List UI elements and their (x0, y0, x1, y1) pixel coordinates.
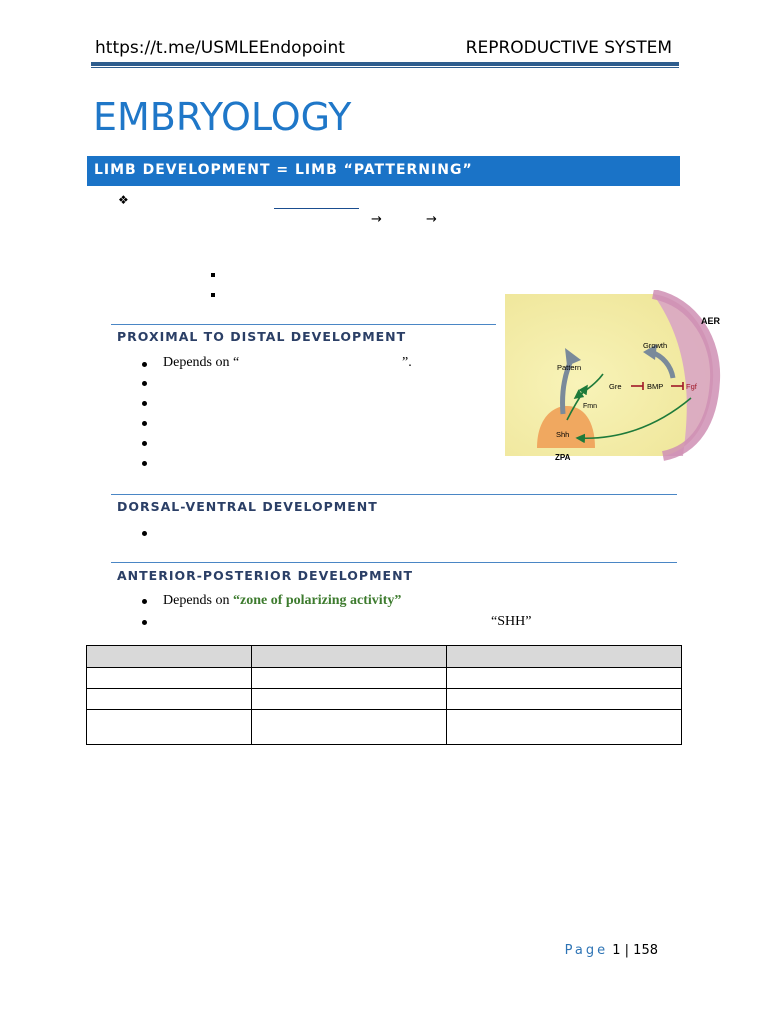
header-rule-thin (91, 67, 679, 68)
section-rule (111, 562, 677, 563)
zpa-label: ZPA (555, 453, 571, 462)
square-bullet-icon (211, 293, 215, 297)
table-header-row (87, 646, 682, 668)
depends-on-prefix: Depends on “ (163, 355, 240, 370)
right-arrow-icon: → (371, 212, 382, 227)
bullet-dot-icon (142, 599, 147, 604)
page-word: Page (564, 943, 609, 958)
table-cell (87, 689, 252, 710)
underline-blank (274, 208, 359, 209)
ap-depends-line (163, 593, 401, 609)
pattern-label: Pattern (557, 363, 582, 372)
table-header-cell (447, 646, 682, 668)
bullet-dot-icon (142, 362, 147, 367)
bullet-dot-icon (142, 531, 147, 536)
section-heading-proximal-distal: PROXIMAL TO DISTAL DEVELOPMENT (117, 329, 407, 344)
table-cell (447, 710, 682, 745)
aer-label: AER (701, 316, 721, 326)
bullet-dot-icon (142, 441, 147, 446)
bullet-dot-icon (142, 421, 147, 426)
table-cell (447, 689, 682, 710)
growth-label: Growth (643, 341, 668, 350)
page-separator: | (624, 943, 630, 958)
bmp-label: BMP (647, 382, 664, 391)
table-header-cell (251, 646, 447, 668)
bullet-dot-icon (142, 461, 147, 466)
table-cell (87, 668, 252, 689)
depends-on-suffix: ”. (402, 355, 412, 370)
zpa-highlight: “zone of polarizing activity” (233, 593, 402, 608)
section-banner-text: LIMB DEVELOPMENT = LIMB “PATTERNING” (94, 162, 473, 178)
table-cell (87, 710, 252, 745)
section-heading-anterior-posterior: ANTERIOR-POSTERIOR DEVELOPMENT (117, 568, 414, 583)
square-bullet-icon (211, 273, 215, 277)
header-rule-thick (91, 62, 679, 66)
table-row (87, 710, 682, 745)
header-section-title: REPRODUCTIVE SYSTEM (465, 38, 672, 58)
total-pages: 158 (633, 943, 658, 958)
ap-depends-prefix: Depends on (163, 593, 233, 608)
right-arrow-icon: → (426, 212, 437, 227)
table-row (87, 668, 682, 689)
fmn-label: Fmn (583, 403, 597, 410)
bullet-dot-icon (142, 381, 147, 386)
page-title: EMBRYOLOGY (93, 95, 352, 139)
shh-text: “SHH” (491, 614, 532, 629)
page-footer (565, 943, 658, 958)
section-rule (111, 324, 496, 325)
summary-table (86, 645, 682, 745)
section-heading-dorsal-ventral: DORSAL-VENTRAL DEVELOPMENT (117, 499, 378, 514)
table-row (87, 689, 682, 710)
header-link[interactable]: https://t.me/USMLEEndopoint (95, 38, 345, 58)
bullet-dot-icon (142, 620, 147, 625)
section-rule (111, 494, 677, 495)
table-header-cell (87, 646, 252, 668)
limb-bud-diagram (503, 290, 723, 462)
page-number: 1 (612, 943, 621, 958)
bullet-dot-icon (142, 401, 147, 406)
diamond-bullet-icon: ❖ (118, 193, 129, 207)
table-cell (251, 710, 447, 745)
table-cell (447, 668, 682, 689)
fgf-label: Fgf (686, 382, 697, 391)
table-cell (251, 689, 447, 710)
gre-label: Gre (609, 382, 622, 391)
shh-label: Shh (556, 430, 570, 439)
table-cell (251, 668, 447, 689)
